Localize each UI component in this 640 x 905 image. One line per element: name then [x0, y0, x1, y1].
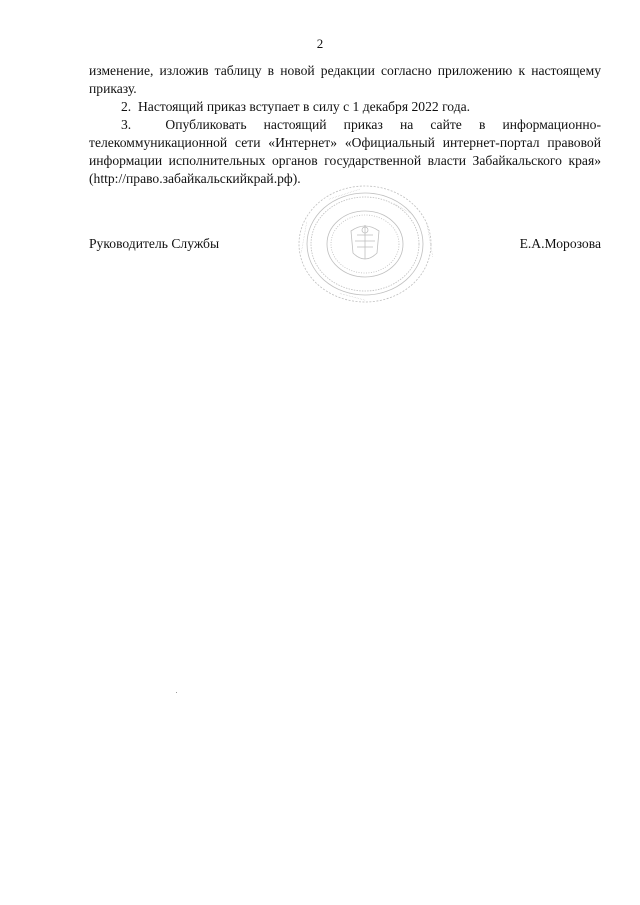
- paragraph-continuation: изменение, изложив таблицу в новой редакции согласно приложению к настоящему приказу.: [89, 63, 601, 96]
- signer-name: Е.А.Морозова: [519, 236, 601, 251]
- paragraph-item-3: 3. Опубликовать настоящий приказ на сайте в информационно-телекоммуникационной сети «Интернет» «Официальный интернет-портал правовой информации исполнительных органов государственной власти Забайкальского края» (http://право.забайкальскийкрай.рф).: [89, 117, 601, 186]
- svg-text:····················: ····················: [299, 220, 311, 254]
- signer-title: Руководитель Службы: [89, 236, 220, 251]
- scan-speck: [176, 692, 177, 693]
- svg-text:·················: ·················: [338, 291, 367, 304]
- signature-block: [89, 235, 601, 255]
- svg-text:·····················: ·····················: [327, 186, 362, 203]
- paragraph-item-2: 2. Настоящий приказ вступает в силу с 1 декабря 2022 года.: [121, 99, 471, 114]
- svg-text:··············: ··············: [392, 201, 415, 218]
- svg-text:······················: ······················: [423, 222, 436, 258]
- page-number: 2: [316, 36, 324, 51]
- document-body: [89, 62, 601, 188]
